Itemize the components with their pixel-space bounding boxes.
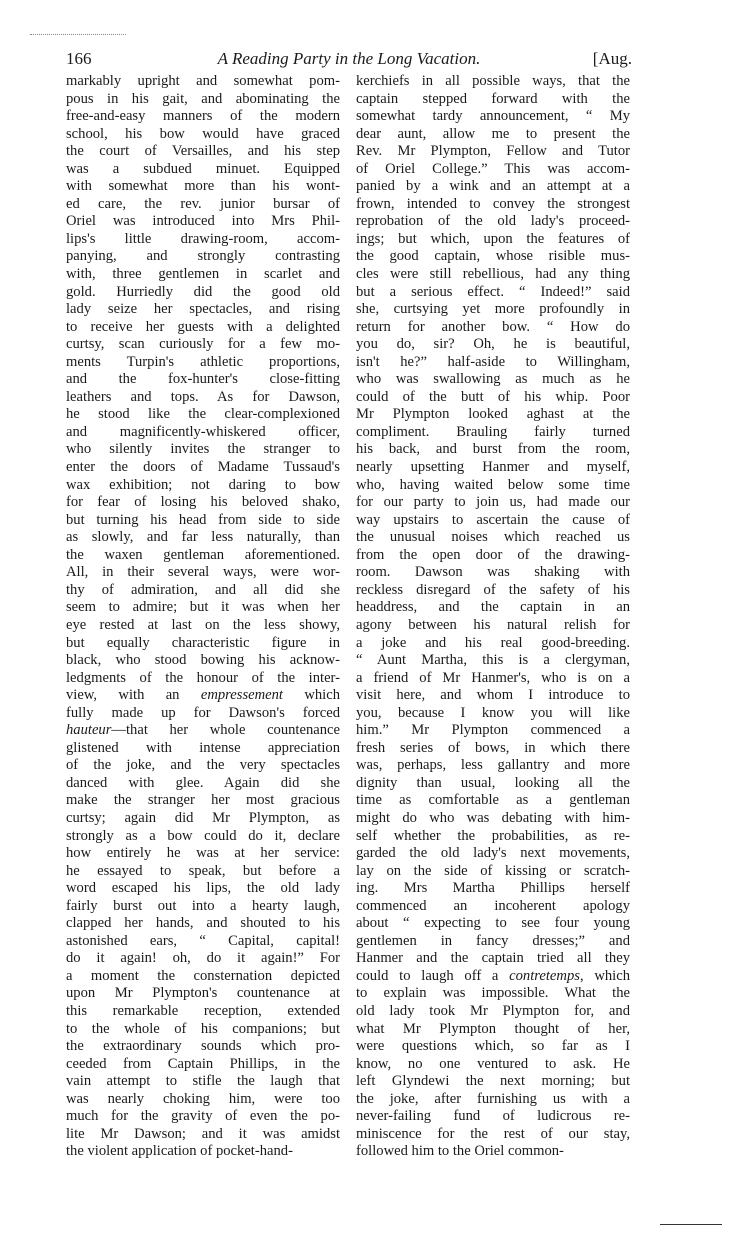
text-line: could to laugh off a contretemps, which [356,967,630,984]
text-line: as slowly, and far less naturally, than [66,529,340,546]
left-text-column [66,73,340,1161]
text-line: upon Mr Plympton's countenance at [66,985,340,1002]
text-line: ledgments of the honour of the inter- [66,669,340,686]
text-line: commenced an incoherent apology [356,897,630,914]
text-line: the waxen gentleman aforementioned. [66,546,340,563]
text-line: headdress, and the captain in an [356,599,630,616]
text-line: left Glyndewi the next morning; but [356,1073,630,1090]
text-line: gold. Hurriedly did the good old [66,283,340,300]
text-line: isn't he?” half-aside to Willingham, [356,353,630,370]
text-line: reckless disregard of the safety of his [356,581,630,598]
text-line: a joke and his real good-breeding. [356,634,630,651]
text-line: was a subdued minuet. Equipped [66,160,340,177]
text-line: compliment. Brauling fairly turned [356,423,630,440]
text-line: lady seize her spectacles, and rising [66,301,340,318]
text-line: old lady took Mr Plympton for, and [356,1002,630,1019]
text-line: gentlemen in fancy dresses;” and [356,932,630,949]
text-line: but a serious effect. “ Indeed!” said [356,283,630,300]
text-line: miniscence for the rest of our stay, [356,1125,630,1142]
text-line: black, who stood bowing his acknow- [66,652,340,669]
text-line: reprobation of the old lady's proceed- [356,213,630,230]
text-line: free-and-easy manners of the modern [66,108,340,125]
text-line: cles were still rebellious, had any thing [356,266,630,283]
text-line: were questions which, so far as I [356,1038,630,1055]
right-text-column [356,73,630,1161]
text-line: do it again! oh, do it again!” For [66,950,340,967]
text-line: self whether the probabilities, as re- [356,827,630,844]
running-title: A Reading Party in the Long Vacation. [217,49,481,68]
text-line: for fear of losing his beloved shako, [66,494,340,511]
text-line: All, in their several ways, were wor- [66,564,340,581]
text-line: and the fox-hunter's close-fitting [66,371,340,388]
text-line: who was swallowing as much as he [356,371,630,388]
text-line: you, because I know you will like [356,704,630,721]
text-line: school, his bow would have graced [66,125,340,142]
text-line: might do who was debating with him- [356,809,630,826]
text-line: wax exhibition; not daring to bow [66,476,340,493]
text-line: much for the gravity of even the po- [66,1108,340,1125]
running-header [66,48,632,70]
text-line: ments Turpin's athletic proportions, [66,353,340,370]
text-line: room. Dawson was shaking with [356,564,630,581]
text-line: dear aunt, allow me to present the [356,125,630,142]
text-line: the good captain, whose risible mus- [356,248,630,265]
text-line: kerchiefs in all possible ways, that the [356,73,630,89]
text-line: garded the old lady's next movements, [356,845,630,862]
text-line: ing. Mrs Martha Phillips herself [356,880,630,897]
text-line: glistened with intense appreciation [66,739,340,756]
text-line: return for another bow. “ How do [356,318,630,335]
text-line: ed care, the rev. junior bursar of [66,195,340,212]
text-line: agony between his natural relish for [356,616,630,633]
text-line: what Mr Plympton thought of her, [356,1020,630,1037]
text-line: you do, sir? Oh, he is beautiful, [356,336,630,353]
text-line: lite Mr Dawson; and it was amidst [66,1125,340,1142]
text-line: the unusual noises which reached us [356,529,630,546]
text-line: but turning his head from side to side [66,511,340,528]
text-line: who, having waited below some time [356,476,630,493]
text-line: lips's little drawing-room, accom- [66,230,340,247]
text-line: make the stranger her most gracious [66,792,340,809]
text-line: a friend of Mr Hanmer's, who is on a [356,669,630,686]
text-line: followed him to the Oriel common- [356,1143,564,1160]
text-line: seem to admire; but it was when her [66,599,340,616]
text-line: dignity than usual, looking all the [356,774,630,791]
text-line: word escaped his lips, the old lady [66,880,340,897]
text-line: how entirely he was at her service: [66,845,340,862]
text-line: know, no one ventured to ask. He [356,1055,630,1072]
text-line: for our party to join us, had made our [356,494,630,511]
text-line: leathers and tops. As for Dawson, [66,388,340,405]
text-line: to explain was impossible. What the [356,985,630,1002]
text-line: with, three gentlemen in scarlet and [66,266,340,283]
text-line: the court of Versailles, and his step [66,143,340,160]
text-line: she, curtsying yet more profoundly in [356,301,630,318]
text-line: way upstairs to ascertain the cause of [356,511,630,528]
text-line: fresh series of bows, in which there [356,739,630,756]
text-line: of the joke, and the very spectacles [66,757,340,774]
text-line: visit here, and whom I introduce to [356,687,630,704]
text-line: time as comfortable as a gentleman [356,792,630,809]
text-line: to the whole of his companions; but [66,1020,340,1037]
text-line: Oriel was introduced into Mrs Phil- [66,213,340,230]
text-line: him.” Mr Plympton commenced a [356,722,630,739]
text-line: but equally characteristic figure in [66,634,340,651]
text-line: nearly upsetting Hanmer and myself, [356,459,630,476]
text-line: was nearly choking him, were too [66,1090,340,1107]
text-line: the joke, after furnishing us with a [356,1090,630,1107]
text-line: who silently invites the stranger to [66,441,340,458]
text-line: view, with an empressement which [66,687,340,704]
month-marker: [Aug. [592,49,632,68]
text-line: lay on the side of kissing or scratch- [356,862,630,879]
text-line: fairly burst out into a hearty laugh, [66,897,340,914]
text-line: to receive her guests with a delighted [66,318,340,335]
text-line: curtsy, scan curiously for a few mo- [66,336,340,353]
text-line: curtsy; again did Mr Plympton, as [66,809,340,826]
text-line: never-failing fund of ludicrous re- [356,1108,630,1125]
text-line: his back, and burst from the room, [356,441,630,458]
text-line: panied by a wink and an attempt at a [356,178,630,195]
text-line: Mr Plympton looked aghast at the [356,406,630,423]
top-printer-rule [30,34,126,35]
text-line: a moment the consternation depicted [66,967,340,984]
text-line: danced with glee. Again did she [66,774,340,791]
text-line: panying, and strongly contrasting [66,248,340,265]
text-line: thy of admiration, and all did she [66,581,340,598]
text-line: eye rested at last on the less showy, [66,616,340,633]
text-line: strongly as a bow could do it, declare [66,827,340,844]
text-line: pous in his gait, and abominating the [66,90,340,107]
page-number: 166 [66,49,92,68]
text-line: Rev. Mr Plympton, Fellow and Tutor [356,143,630,160]
text-line: ings; but which, upon the features of [356,230,630,247]
text-line: of Oriel College.” This was accom- [356,160,630,177]
text-line: with somewhat more than his wont- [66,178,340,195]
text-line: the violent application of pocket-hand- [66,1143,293,1160]
text-line: about “ expecting to see four young [356,915,630,932]
text-line: astonished ears, “ Capital, capital! [66,932,340,949]
text-line: frown, intended to convey the strongest [356,195,630,212]
text-line: clapped her hands, and shouted to his [66,915,340,932]
text-line: was, perhaps, less gallantry and more [356,757,630,774]
text-line: vain attempt to stifle the laugh that [66,1073,340,1090]
text-line: enter the doors of Madame Tussaud's [66,459,340,476]
text-line: Hanmer and the captain tried all they [356,950,630,967]
text-line: somewhat tardy announcement, “ My [356,108,630,125]
text-line: hauteur—that her whole countenance [66,722,340,739]
text-line: markably upright and somewhat pom- [66,73,340,89]
text-line: could of the butt of his whip. Poor [356,388,630,405]
bottom-rule [660,1224,722,1225]
text-line: the extraordinary sounds which pro- [66,1038,340,1055]
text-line: “ Aunt Martha, this is a clergyman, [356,652,630,669]
text-line: he essayed to speak, but before a [66,862,340,879]
text-line: this remarkable reception, extended [66,1002,340,1019]
text-line: ceeded from Captain Phillips, in the [66,1055,340,1072]
text-line: and magnificently-whiskered officer, [66,423,340,440]
text-line: from the open door of the drawing- [356,546,630,563]
text-line: captain stepped forward with the [356,90,630,107]
text-line: fully made up for Dawson's forced [66,704,340,721]
text-line: he stood like the clear-complexioned [66,406,340,423]
